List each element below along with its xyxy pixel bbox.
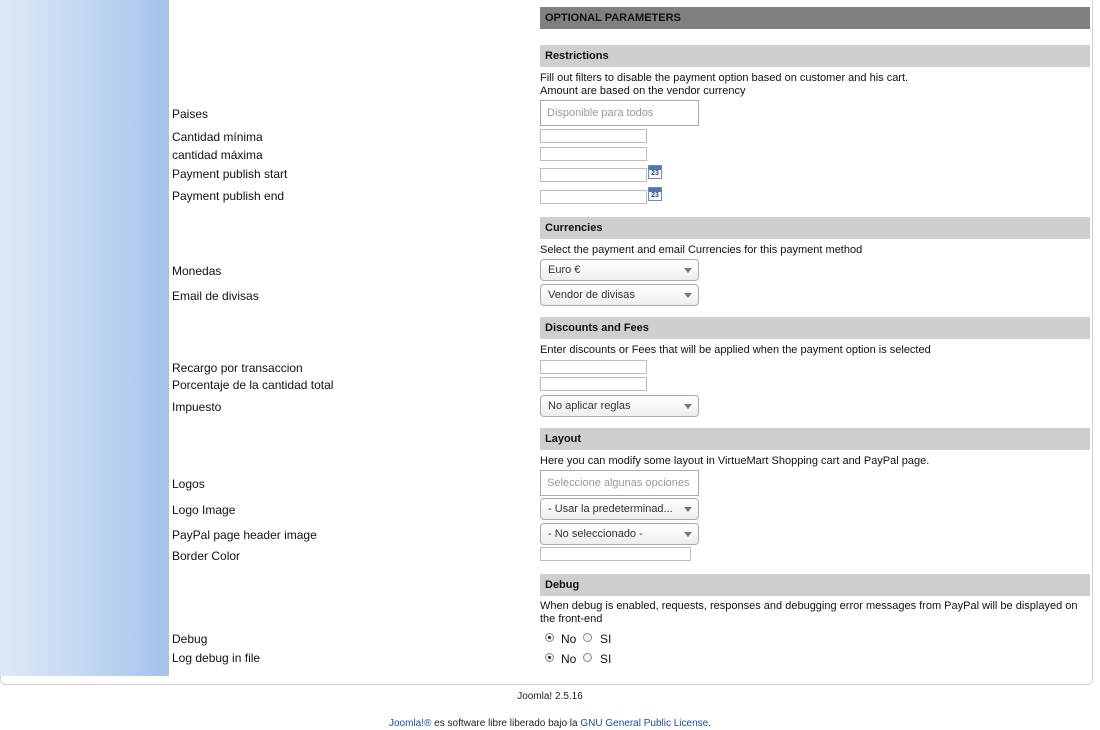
footer-license <box>0 718 1100 729</box>
email-divisas-value: Vendor de divisas <box>548 289 635 301</box>
layout-desc: Here you can modify some layout in VirtueMart Shopping cart and PayPal page. <box>540 455 930 467</box>
debug-no-label: No <box>561 632 577 646</box>
paypal-header-select[interactable] <box>540 523 699 545</box>
calendar-day: 23 <box>651 170 659 177</box>
restrictions-desc-1: Fill out filters to disable the payment option based on customer and his cart. <box>540 72 909 84</box>
currencies-desc: Select the payment and email Currencies for this payment method <box>540 244 863 256</box>
recargo-input[interactable] <box>540 360 647 374</box>
chevron-down-icon <box>684 268 692 273</box>
discounts-desc: Enter discounts or Fees that will be applied when the payment option is selected <box>540 344 931 356</box>
logo-image-value: - Usar la predeterminad... <box>548 503 673 515</box>
logos-multiselect[interactable]: Seleccione algunas opciones <box>540 470 699 496</box>
calendar-day: 23 <box>651 192 659 199</box>
publish-end-input[interactable] <box>540 190 647 204</box>
cantidad-minima-input[interactable] <box>540 129 647 143</box>
publish-end-label: Payment publish end <box>172 189 285 203</box>
paypal-header-label: PayPal page header image <box>172 528 317 542</box>
debug-no-radio[interactable] <box>545 633 554 642</box>
currencies-header: Currencies <box>540 217 1090 239</box>
cantidad-maxima-input[interactable] <box>540 147 647 161</box>
log-no-radio[interactable] <box>545 653 554 662</box>
license-text: es software libre liberado bajo la <box>431 718 581 729</box>
border-color-input[interactable] <box>540 547 691 561</box>
chevron-down-icon <box>684 507 692 512</box>
impuesto-label: Impuesto <box>172 400 222 414</box>
porcentaje-label: Porcentaje de la cantidad total <box>172 378 334 392</box>
footer-version: Joomla! 2.5.16 <box>517 691 583 702</box>
logos-label: Logos <box>172 477 205 491</box>
monedas-value: Euro € <box>548 264 581 276</box>
log-si-label: SI <box>600 652 612 666</box>
paises-multiselect[interactable]: Disponible para todos <box>540 100 699 126</box>
recargo-label: Recargo por transaccion <box>172 361 303 375</box>
debug-header: Debug <box>540 574 1090 596</box>
gpl-link[interactable]: GNU General Public License <box>580 718 709 729</box>
restrictions-header: Restrictions <box>540 45 1090 67</box>
discounts-header: Discounts and Fees <box>540 317 1090 339</box>
log-debug-label: Log debug in file <box>172 651 261 665</box>
left-sidebar <box>0 0 169 676</box>
email-divisas-label: Email de divisas <box>172 289 259 303</box>
log-no-label: No <box>561 652 577 666</box>
restrictions-desc-2: Amount are based on the vendor currency <box>540 85 746 97</box>
logo-image-select[interactable] <box>540 498 699 520</box>
chevron-down-icon <box>684 404 692 409</box>
debug-desc: When debug is enabled, requests, responses and debugging error messages from PayPal will be displayed on the front-end <box>540 600 1078 625</box>
monedas-select[interactable] <box>540 259 699 281</box>
logo-image-label: Logo Image <box>172 503 236 517</box>
publish-start-input[interactable] <box>540 168 647 182</box>
calendar-icon[interactable] <box>648 187 662 201</box>
paises-label: Paises <box>172 107 209 121</box>
layout-header: Layout <box>540 428 1090 450</box>
border-color-label: Border Color <box>172 549 241 563</box>
debug-si-label: SI <box>600 632 612 646</box>
cantidad-minima-label: Cantidad mínima <box>172 130 263 144</box>
publish-start-label: Payment publish start <box>172 167 288 181</box>
optional-parameters-header: OPTIONAL PARAMETERS <box>540 7 1090 29</box>
debug-si-radio[interactable] <box>583 633 592 642</box>
cantidad-maxima-label: cantidad máxima <box>172 148 263 162</box>
chevron-down-icon <box>684 293 692 298</box>
debug-label: Debug <box>172 632 208 646</box>
email-divisas-select[interactable] <box>540 284 699 306</box>
porcentaje-input[interactable] <box>540 377 647 391</box>
impuesto-value: No aplicar reglas <box>548 400 631 412</box>
paypal-header-value: - No seleccionado - <box>548 528 643 540</box>
chevron-down-icon <box>684 532 692 537</box>
monedas-label: Monedas <box>172 264 222 278</box>
calendar-icon[interactable] <box>648 165 662 179</box>
log-si-radio[interactable] <box>583 653 592 662</box>
joomla-link[interactable]: Joomla!® <box>389 718 432 729</box>
license-period: . <box>708 718 711 729</box>
impuesto-select[interactable] <box>540 395 699 417</box>
